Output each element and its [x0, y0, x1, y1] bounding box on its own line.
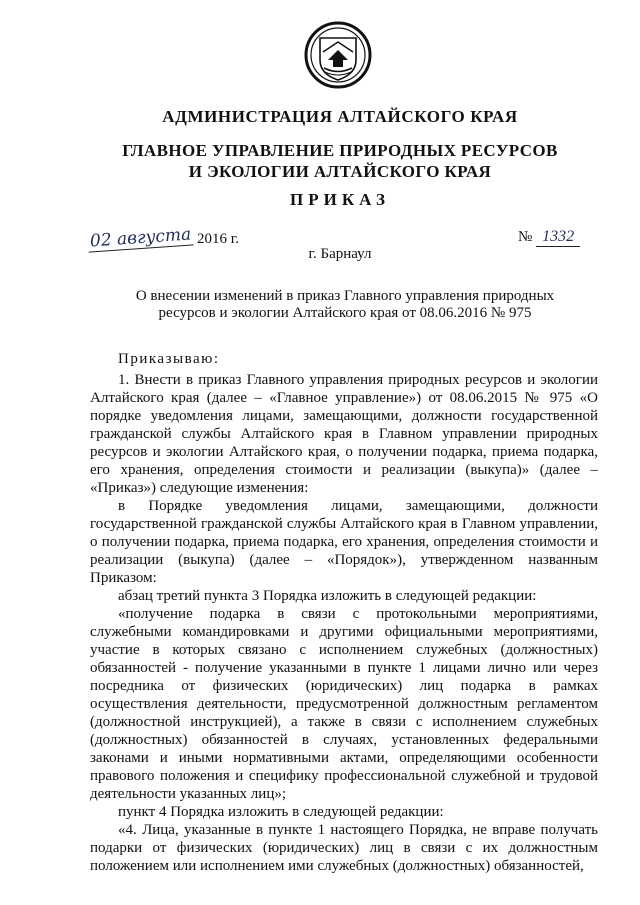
department-title-line2: И ЭКОЛОГИИ АЛТАЙСКОГО КРАЯ: [188, 162, 492, 181]
paragraph-6: «4. Лица, указанные в пункте 1 настоящего Порядка, не вправе получать подарки от физических (юридических) лиц в связи с их должностным положением или исполнением ими служебных (должностных) обязанностей,: [90, 822, 598, 874]
subject-line2: ресурсов и экологии Алтайского края от 08.06.2016 № 975: [158, 305, 532, 321]
document-body: [90, 350, 598, 875]
paragraph-1: 1. Внести в приказ Главного управления природных ресурсов и экологии Алтайского края (далее – «Главное управление») от 08.06.2015 № 975 «О порядке уведомления лицами, замещающими, должности государственной гражданской службы Алтайского края в Главном управлении природных ресурсов и экологии Алтайского края, о получении подарка, приема подарка, его хранения, определения стоимости и реализации (выкупа)» (далее – «Приказ») следующие изменения:: [90, 372, 598, 496]
document-city: г. Барнаул: [308, 246, 372, 262]
paragraph-5: пункт 4 Порядка изложить в следующей редакции:: [118, 804, 444, 820]
paragraph-2: в Порядке уведомления лицами, замещающими, должности государственной гражданской службы Алтайского края в Главном управлении, о получении подарка, приема подарка, его хранения, определения стоимости и реализации (выкупа) (далее – «Порядок»), утвержденном названным Приказом:: [90, 498, 598, 586]
subject-line1: О внесении изменений в приказ Главного управления природных: [135, 288, 555, 304]
number-label: №: [518, 229, 533, 245]
department-title-line1: ГЛАВНОЕ УПРАВЛЕНИЕ ПРИРОДНЫХ РЕСУРСОВ: [122, 141, 558, 160]
paragraph-4: «получение подарка в связи с протокольными мероприятиями, служебными командировками и другими официальными мероприятиями, участие в которых связано с исполнением служебных (должностных) обязанностей - получение указанными в пункте 1 лицами лично или через посредника от физических (юридических) лиц подарка в рамках осуществления деятельности, предусмотренной должностным регламентом (должностной инструкцией), а также в связи с исполнением служебных (должностных) обязанностей в случаях, установленных федеральными законами и иными нормативными актами, определяющими особенности правового положения и специфику профессиональной служебной и трудовой деятельности указанных лиц»;: [90, 606, 598, 802]
department-title: [0, 140, 640, 182]
organization-title: АДМИНИСТРАЦИЯ АЛТАЙСКОГО КРАЯ: [162, 107, 518, 126]
document-number: [518, 228, 580, 247]
date-year: 2016 г.: [197, 231, 240, 247]
document-type: ПРИКАЗ: [290, 190, 390, 209]
handwritten-date: 02 августа: [87, 224, 194, 252]
order-lead: Приказываю:: [118, 351, 220, 367]
document-subject: [0, 288, 640, 322]
paragraph-3: абзац третий пункта 3 Порядка изложить в следующей редакции:: [118, 588, 537, 604]
coat-of-arms-emblem: [303, 20, 373, 90]
handwritten-number: 1332: [536, 228, 580, 247]
